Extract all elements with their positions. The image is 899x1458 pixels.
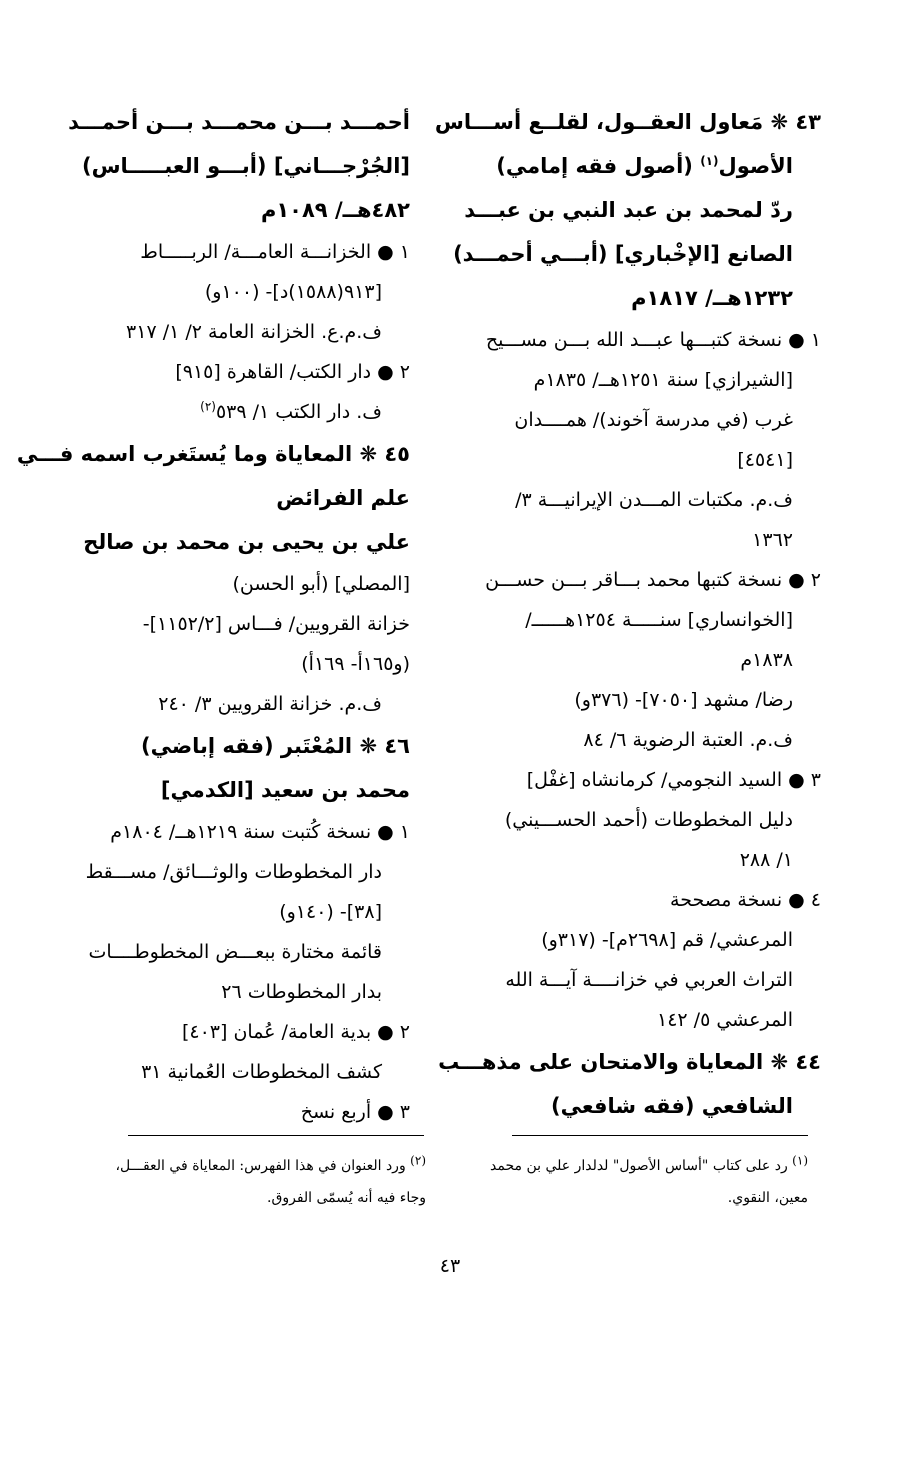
entry-text-line (93, 1092, 410, 1132)
line-text: رضا/ مشهد [٧٠٥٠]- (٣٧٦و) (574, 689, 793, 711)
line-text: ردّ لمحمد بن عبد النبي بن عبـــد (464, 198, 793, 222)
entry-text-line (476, 520, 821, 560)
entry-text-line (85, 852, 410, 892)
line-text: ٤٦ ❋ المُعْتَبر (فقه إباضي) (140, 734, 410, 758)
line-text: علم الفرائض (276, 486, 410, 510)
entry-text-line (476, 800, 821, 840)
line-text: محمد بن سعيد [الكدمي] (160, 778, 410, 802)
footnote-right (478, 1150, 808, 1214)
entry-text-line (93, 812, 410, 852)
entry-heading-line (476, 1084, 821, 1128)
line-text: [٣٨]- (١٤٠و) (279, 901, 382, 923)
entry-text-line (93, 604, 410, 644)
entry-text-line (93, 564, 410, 604)
entry-text-line (93, 232, 410, 272)
entry-text-line (476, 1000, 821, 1040)
entry-heading-line (16, 432, 410, 476)
line-text: علي بن يحيى بن محمد بن صالح (83, 530, 410, 554)
footnote-separator-left (128, 1135, 424, 1136)
line-text: أحمـــد بـــن محمـــد بـــن أحمـــد (68, 110, 410, 134)
line-text: ١ ● نسخة كتبـــها عبـــد الله بـــن مســـيح (485, 329, 821, 351)
entry-text-line (476, 480, 821, 520)
entry-text-line (88, 932, 410, 972)
entry-text-line (93, 684, 410, 724)
line-text: خزانة القرويين/ فـــاس [١١٥٢/٢]- (142, 613, 410, 635)
line-text: كشف المخطوطات العُمانية ٣١ (141, 1061, 382, 1083)
entry-text-line (476, 440, 821, 480)
line-text: دليل المخطوطات (أحمد الحســـيني) (504, 809, 793, 831)
left-column (16, 100, 410, 1132)
footnote-text: رد على كتاب "أساس الأصول" لدلدار علي بن محمد معين، النقوي. (490, 1158, 808, 1206)
entry-heading-line (464, 188, 821, 232)
entry-text-line (476, 880, 821, 920)
line-text: [الشيرازي] سنة ١٢٥١هــ/ ١٨٣٥م (533, 369, 793, 391)
line-text: ١/ ٢٨٨ (739, 849, 793, 871)
line-text: دار المخطوطات والوثـــائق/ مســـقط (85, 861, 382, 883)
line-text: ١٣٦٢ (752, 529, 793, 551)
line-text: ٤٣ ❋ مَعاول العقــول، لقلــع أســـاس (434, 110, 821, 134)
line-text: ٤٨٢هــ/ ١٠٨٩م (260, 198, 410, 222)
entry-text-line (476, 640, 821, 680)
entry-text-line (93, 312, 410, 352)
footnote-reference: (٢) (200, 399, 216, 414)
line-text: [٤٥٤١] (737, 449, 793, 471)
footnote-separator-right (512, 1135, 808, 1136)
entry-heading-line (83, 520, 410, 564)
line-text: الصانع [الإخْباري] (أبـــي أحمـــد) (453, 242, 793, 266)
entry-text-line (93, 272, 410, 312)
entry-text-line (476, 720, 821, 760)
line-text: ف.م. العتبة الرضوية ٦/ ٨٤ (583, 729, 793, 751)
entry-text-line (93, 892, 410, 932)
right-column (434, 100, 821, 1128)
line-text: ف. دار الكتب ١/ ٥٣٩ (215, 401, 382, 423)
entry-heading-line (81, 144, 410, 188)
line-text: ف.م. مكتبات المـــدن الإيرانيـــة ٣/ (515, 489, 793, 511)
entry-heading-line (438, 1040, 821, 1084)
entry-text-line (93, 1012, 410, 1052)
line-text: بدار المخطوطات ٢٦ (221, 981, 382, 1003)
entry-heading-line (93, 724, 410, 768)
entry-text-line (476, 760, 821, 800)
footnote-marker: (٢) (410, 1153, 426, 1168)
line-text: ف.م.ع. الخزانة العامة ٢/ ١/ ٣١٧ (126, 321, 382, 343)
line-text: [الخوانساري] سنـــــة ١٢٥٤هــــــ/ (525, 609, 793, 631)
line-text: [الجُرْجـــاني] (أبـــو العبـــــاس) (81, 154, 410, 178)
entry-text-line (476, 400, 821, 440)
entry-heading-line (68, 100, 410, 144)
entry-text-line (476, 360, 821, 400)
entry-text-line (93, 1052, 410, 1092)
entry-text-line (476, 560, 821, 600)
line-text: ٢ ● نسخة كتبها محمد بـــاقر بـــن حســـن (485, 569, 821, 591)
entry-text-line (476, 680, 821, 720)
entry-heading-line (93, 188, 410, 232)
entry-heading-line (93, 768, 410, 812)
line-text: ١ ● نسخة كُتبت سنة ١٢١٩هــ/ ١٨٠٤م (110, 821, 410, 843)
line-text: قائمة مختارة ببعـــض المخطوطــــات (88, 941, 382, 963)
entry-text-line (476, 960, 821, 1000)
entry-text-line (93, 972, 410, 1012)
entry-text-line (476, 320, 821, 360)
line-text: ٣ ● أربع نسخ (300, 1101, 410, 1123)
line-text: ٣ ● السيد النجومي/ كرمانشاه [غفْل] (526, 769, 821, 791)
entry-heading-line (453, 232, 821, 276)
line-text: ٤٥ ❋ المعاياة وما يُستَغرب اسمه فـــي (16, 442, 410, 466)
entry-text-line (93, 352, 410, 392)
line-text: ١٨٣٨م (740, 649, 793, 671)
line-text: [المصلي] (أبو الحسن) (232, 573, 410, 595)
footnote-marker: (١) (792, 1153, 808, 1168)
line-text: غرب (في مدرسة آخوند)/ همــــدان (514, 409, 793, 431)
entry-text-line (93, 644, 410, 684)
line-text: ١٢٣٢هــ/ ١٨١٧م (631, 286, 793, 310)
entry-text-line (476, 840, 821, 880)
line-text: [٩١٣(١٥٨٨)د]- (١٠٠و) (204, 281, 382, 303)
footnote-left (96, 1150, 426, 1214)
entry-text-line (476, 600, 821, 640)
line-text: الشافعي (فقه شافعي) (551, 1094, 793, 1118)
entry-heading-line (434, 100, 821, 144)
line-text: ٢ ● دار الكتب/ القاهرة [٩١٥] (175, 361, 410, 383)
line-text: ١ ● الخزانـــة العامـــة/ الربـــــاط (140, 241, 410, 263)
entry-heading-line (93, 476, 410, 520)
line-text: ٤٤ ❋ المعاياة والامتحان على مذهـــب (438, 1050, 821, 1074)
line-text: (و١٦٥أ- ١٦٩أ) (301, 653, 410, 675)
line-text: المرعشي/ قم [٢٦٩٨م]- (٣١٧و) (541, 929, 793, 951)
entry-text-line (476, 920, 821, 960)
footnote-text: ورد العنوان في هذا الفهرس: المعاياة في العقـــل، وجاء فيه أنه يُسمّى الفروق. (115, 1158, 426, 1206)
entry-heading-line (476, 276, 821, 320)
line-text: ٤ ● نسخة مصححة (670, 889, 821, 911)
line-text: ٢ ● بدية العامة/ عُمان [٤٠٣] (181, 1021, 410, 1043)
entry-text-line (93, 392, 410, 432)
footnote-reference: (١) (700, 154, 719, 168)
line-text: الأصول (718, 154, 793, 178)
subject-label: (أصول فقه إمامي) (496, 154, 701, 178)
page-number: ٤٣ (439, 1255, 461, 1277)
line-text: التراث العربي في خزانــــة آيـــة الله (505, 969, 793, 991)
line-text: ف.م. خزانة القرويين ٣/ ٢٤٠ (158, 693, 382, 715)
entry-heading-line (476, 144, 821, 188)
line-text: المرعشي ٥/ ١٤٢ (657, 1009, 793, 1031)
